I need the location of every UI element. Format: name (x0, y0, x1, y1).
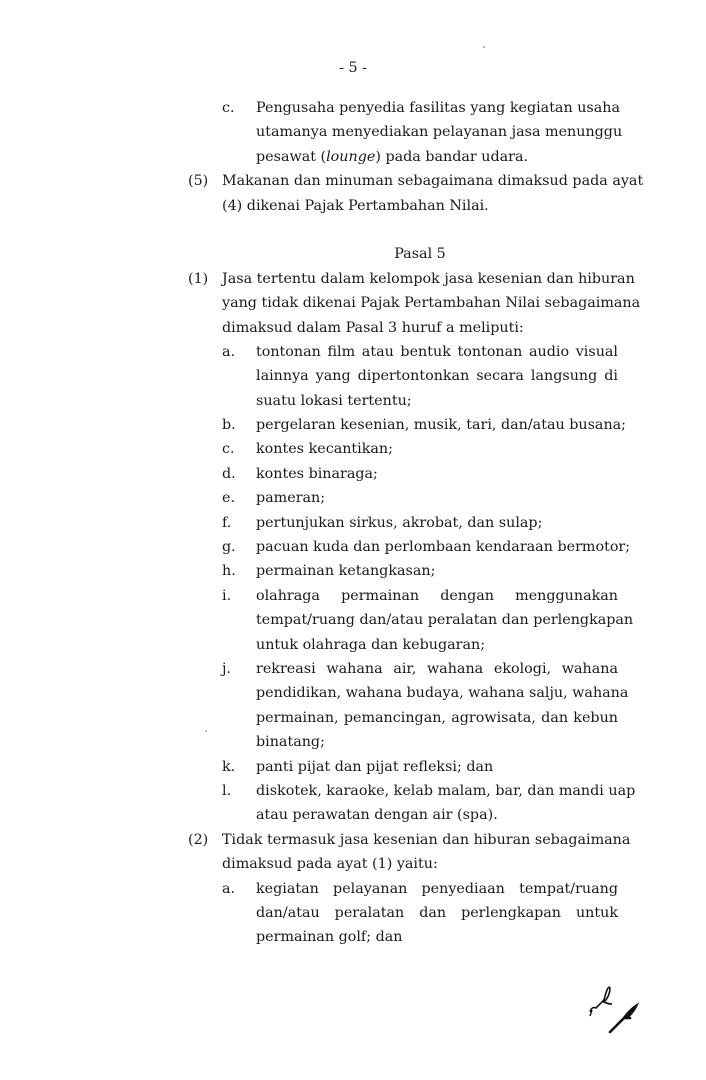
text-line: dan/atau peralatan dan perlengkapan untuk (256, 904, 618, 921)
item-label: c. (222, 441, 235, 458)
text-line: suatu lokasi tertentu; (256, 392, 412, 409)
list-item (0, 779, 706, 828)
text-line: dimaksud dalam Pasal 3 huruf a meliputi: (222, 319, 524, 336)
text-line: Tidak termasuk jasa kesenian dan hiburan sebagaimana (222, 831, 631, 848)
scan-speck (483, 46, 485, 48)
item-label: c. (222, 100, 235, 116)
item-label: f. (222, 514, 232, 531)
text-line: pesawat (lounge) pada bandar udara. (256, 148, 529, 165)
list-item (0, 340, 706, 413)
ayat-label: (5) (188, 173, 209, 190)
list-item (0, 413, 706, 437)
ayat-label: (1) (188, 270, 209, 287)
text-line: tempat/ruang dan/atau peralatan dan perlengkapan (256, 612, 634, 629)
text-line: tontonan film atau bentuk tontonan audio visual (256, 343, 618, 360)
item-label: d. (222, 465, 236, 482)
text-line: utamanya menyediakan pelayanan jasa menunggu (256, 124, 623, 141)
text-line: pendidikan, wahana budaya, wahana salju, wahana (256, 685, 629, 702)
text-line: olahraga permainan dengan menggunakan (256, 587, 618, 604)
list-item (0, 96, 706, 169)
text-line: (4) dikenai Pajak Pertambahan Nilai. (222, 197, 489, 214)
item-label: h. (222, 563, 236, 580)
list-item (0, 584, 706, 657)
text-line: kontes kecantikan; (256, 441, 393, 458)
list-item (0, 877, 706, 950)
ayat-5 (0, 169, 706, 218)
text-line: permainan, pemancingan, agrowisata, dan kebun (256, 709, 618, 726)
ayat-1 (0, 267, 706, 340)
item-label: j. (222, 660, 231, 677)
list-item (0, 437, 706, 461)
item-label: a. (222, 880, 236, 897)
scan-speck (205, 730, 207, 732)
text-line: kontes binaraga; (256, 465, 378, 482)
text-line: panti pijat dan pijat refleksi; dan (256, 758, 494, 775)
ayat-label: (2) (188, 831, 209, 848)
item-label: b. (222, 417, 236, 434)
list-item (0, 535, 706, 559)
text-line: rekreasi wahana air, wahana ekologi, wahana (256, 660, 618, 677)
item-label: i. (222, 587, 232, 604)
list-item (0, 511, 706, 535)
text-line: lainnya yang dipertontonkan secara langsung di (256, 368, 618, 385)
text-line: permainan golf; dan (256, 929, 403, 946)
list-item (0, 486, 706, 510)
text-line: atau perawatan dengan air (spa). (256, 807, 498, 824)
page-number: - 5 - (339, 60, 367, 76)
text-line: diskotek, karaoke, kelab malam, bar, dan mandi uap (256, 782, 636, 799)
list-item (0, 462, 706, 486)
pasal-heading: Pasal 5 (394, 246, 446, 263)
item-label: g. (222, 539, 236, 556)
item-label: e. (222, 490, 236, 507)
text-line: pergelaran kesenian, musik, tari, dan/atau busana; (256, 417, 626, 434)
text-line: untuk olahraga dan kebugaran; (256, 636, 486, 653)
text-line: Makanan dan minuman sebagaimana dimaksud pada ayat (222, 173, 644, 190)
text-line: pameran; (256, 490, 326, 507)
item-label: l. (222, 782, 232, 799)
item-label: k. (222, 758, 236, 775)
item-label: a. (222, 343, 236, 360)
document-body (0, 96, 706, 950)
text-line: pacuan kuda dan perlombaan kendaraan bermotor; (256, 539, 631, 556)
ayat-2 (0, 828, 706, 877)
text-line: dimaksud pada ayat (1) yaitu: (222, 856, 438, 873)
text-line: permainan ketangkasan; (256, 563, 436, 580)
text-line: kegiatan pelayanan penyediaan tempat/ruang (256, 880, 618, 897)
text-line: pertunjukan sirkus, akrobat, dan sulap; (256, 514, 543, 531)
text-line: binatang; (256, 734, 325, 751)
text-line: yang tidak dikenai Pajak Pertambahan Nilai sebagaimana (222, 295, 641, 312)
initials-signature (580, 970, 650, 1040)
text-line: Jasa tertentu dalam kelompok jasa kesenian dan hiburan (222, 270, 635, 287)
list-item (0, 755, 706, 779)
list-item (0, 559, 706, 583)
list-item (0, 657, 706, 755)
text-line: Pengusaha penyedia fasilitas yang kegiatan usaha (256, 100, 621, 116)
